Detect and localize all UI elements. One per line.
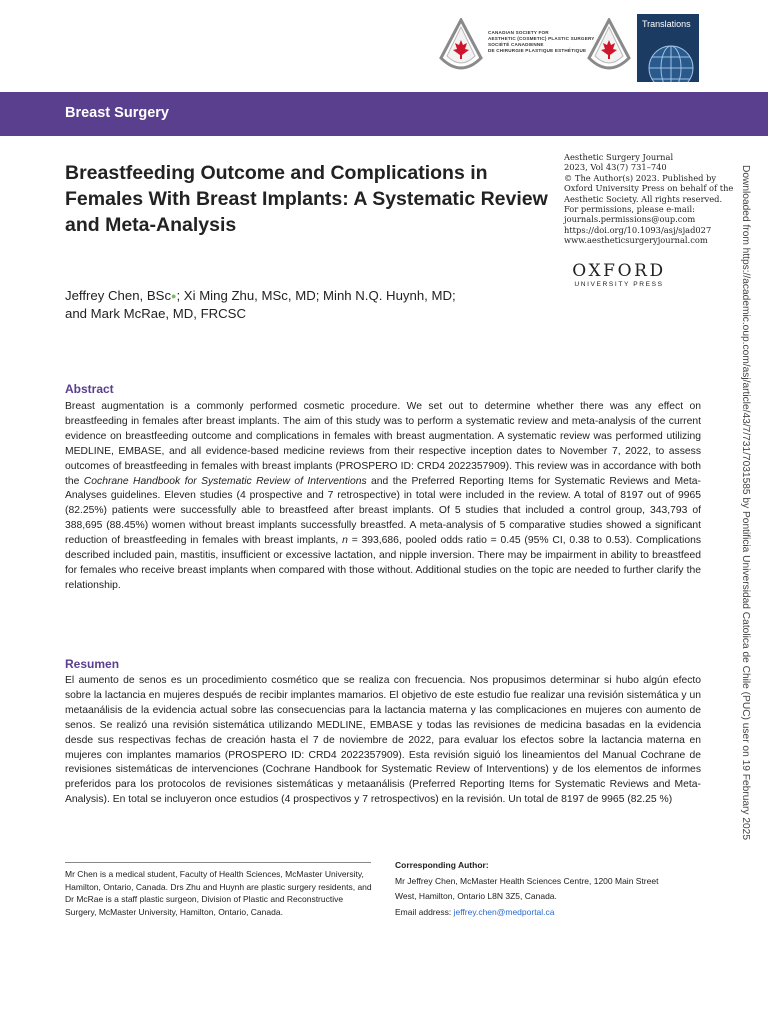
publisher-logo-press: UNIVERSITY PRESS bbox=[574, 281, 664, 288]
journal-volume: 2023, Vol 43(7) 731–740 bbox=[564, 162, 667, 173]
corresponding-address: West, Hamilton, Ontario L8N 3Z5, Canada. bbox=[395, 891, 557, 901]
copyright-line: © The Author(s) 2023. Published by bbox=[564, 172, 717, 183]
corresponding-address: Mr Jeffrey Chen, McMaster Health Sciences Centre, 1200 Main Street bbox=[395, 875, 659, 886]
journal-header bbox=[0, 0, 768, 92]
translations-badge[interactable] bbox=[637, 14, 699, 82]
download-note: Downloaded from https://academic.oup.com/asj/article/43/7/731/7031585 by Pontificia Universidad Catolica de Chile (PUC) user on 19 February 2025 bbox=[740, 165, 751, 841]
publisher-logo-oxford: OXFORD bbox=[572, 261, 666, 281]
journal-website-link[interactable]: www.aestheticsurgeryjournal.com bbox=[564, 235, 708, 246]
journal-name: Aesthetic Surgery Journal bbox=[564, 152, 674, 162]
article-title: Breastfeeding Outcome and Complications in Females With Breast Implants: A Systematic Review and Meta-Analysis bbox=[65, 162, 548, 236]
resumen-text: El aumento de senos es un procedimiento cosmético que se realiza con frecuencia. Nos propusimos determinar si hubo algún efecto sobre la lactancia en mujeres después de recibir implantes mamarios. El objetivo de este estudio fue realizar una revisión sistemática y un metaanálisis de la evidencia actual sobre las consecuencias para la lactancia materna y las complicaciones en mujeres con aumento de senos. Se realizó una revisión sistemática utilizando MEDLINE, EMBASE y todas las revisiones de medicina basadas en la evidencia desde sus respectivas fechas de creación hasta el 7 de noviembre de 2022, para evaluar los efectos sobre la lactancia materna en mujeres con implantes mamarios (PROSPERO ID: CRD4 2022357909). Esta revisión siguió los lineamientos del Manual Cochrane de revisiones sistemáticas de intervenciones (Cochrane Handbook for Systematic Review of Interventions) y de los elementos de informes preferidos para los protocolos de revisiones sistemáticas y metaanálisis (Preferred Reporting Items for Systematic Reviews and Meta-Analysis). En total se incluyeron once estudios (4 prospectivos y 7 retrospectivos) en la revisión. Un total de 8197 de 9965 (82.25 %) bbox=[65, 675, 701, 806]
section-band bbox=[0, 92, 768, 136]
copyright-line: Oxford University Press on behalf of the bbox=[564, 183, 734, 194]
society-seal-logo-right bbox=[585, 18, 633, 76]
abstract-heading: Abstract bbox=[65, 382, 114, 396]
corresponding-author bbox=[395, 858, 715, 920]
permissions-email[interactable]: journals.permissions@oup.com bbox=[564, 214, 696, 225]
orcid-icon[interactable]: ● bbox=[171, 291, 177, 301]
author-name-chen: Jeffrey Chen, BSc bbox=[65, 288, 172, 303]
author-email-link[interactable]: jeffrey.chen@medportal.ca bbox=[453, 906, 555, 917]
section-label: Breast Surgery bbox=[65, 105, 169, 121]
resumen-heading: Resumen bbox=[65, 657, 120, 671]
footnote-divider bbox=[65, 862, 371, 863]
corresponding-author-label: Corresponding Author: bbox=[395, 860, 489, 870]
publisher-logo bbox=[564, 262, 674, 290]
doi-link[interactable]: https://doi.org/10.1093/asj/sjad027 bbox=[564, 224, 712, 235]
affiliations-footnote: Mr Chen is a medical student, Faculty of Health Sciences, McMaster University, Hamilton, Ontario, Canada. Drs Zhu and Huynh are plastic surgery residents, and Dr McRae is a staff plastic surgeon, Division of Plastic and Reconstructive Surgery, McMaster University, Hamilton, Ontario, Canada. bbox=[65, 869, 372, 917]
author-names-rest: ; Xi Ming Zhu, MSc, MD; Minh N.Q. Huynh, MD; bbox=[176, 288, 456, 303]
permissions-line: For permissions, please e-mail: bbox=[564, 204, 695, 215]
translations-label: Translations bbox=[642, 19, 691, 29]
journal-info bbox=[564, 152, 734, 246]
society-name: CANADIAN SOCIETY FOR AESTHETIC (COSMETIC) PLASTIC SURGERY SOCIÉTÉ CANADIENNE DE CHIRURGIE PLASTIQUE ESTHÉTIQUE bbox=[488, 30, 595, 53]
author-names-line2: and Mark McRae, MD, FRCSC bbox=[65, 306, 246, 321]
globe-icon bbox=[637, 34, 699, 82]
society-seal-logo-left bbox=[437, 18, 485, 76]
email-label: Email address: bbox=[395, 906, 454, 917]
author-list bbox=[65, 287, 525, 323]
abstract-text: Breast augmentation is a commonly performed cosmetic procedure. We set out to determine whether there was any effect on breastfeeding in females after breast implants. The aim of this study was to perform a systematic review and meta-analysis of the current evidence on breastfeeding outcome and complications in females with breast augmentation. A systematic review was performed utilizing MEDLINE, EMBASE, and all evidence-based medicine reviews from their respective inception dates to November 7, 2022, to assess outcomes of breastfeeding in females with breast implants (PROSPERO ID: CRD4 2022357909). This review was in accordance with both the Cochrane Handbook for Systematic Review of Interventions and the Preferred Reporting Items for Systematic Reviews and Meta-Analyses guidelines. Eleven studies (4 prospective and 7 retrospective) in total were included in the review. A total of 8197 out of 9965 (82.25%) patients were successfully able to breastfeed after breast implants. Of 5 studies that included a control group, 343,793 of 388,695 (88.45%) women without breast implants successfully breastfed. A meta-analysis of 5 comparative studies showed a significant reduction of breastfeeding in females with breast implants, n = 393,686, pooled odds ratio = 0.45 (95% CI, 0.38 to 0.53). Complications described included pain, mastitis, insufficient or excessive lactation, and nipple inversion. There may be impairment in ability to breastfeed for females who receive breast implants when compared with those without. Additional studies on the topic are needed to further clarify the relationship. bbox=[65, 401, 701, 591]
copyright-line: Aesthetic Society. All rights reserved. bbox=[564, 193, 723, 204]
